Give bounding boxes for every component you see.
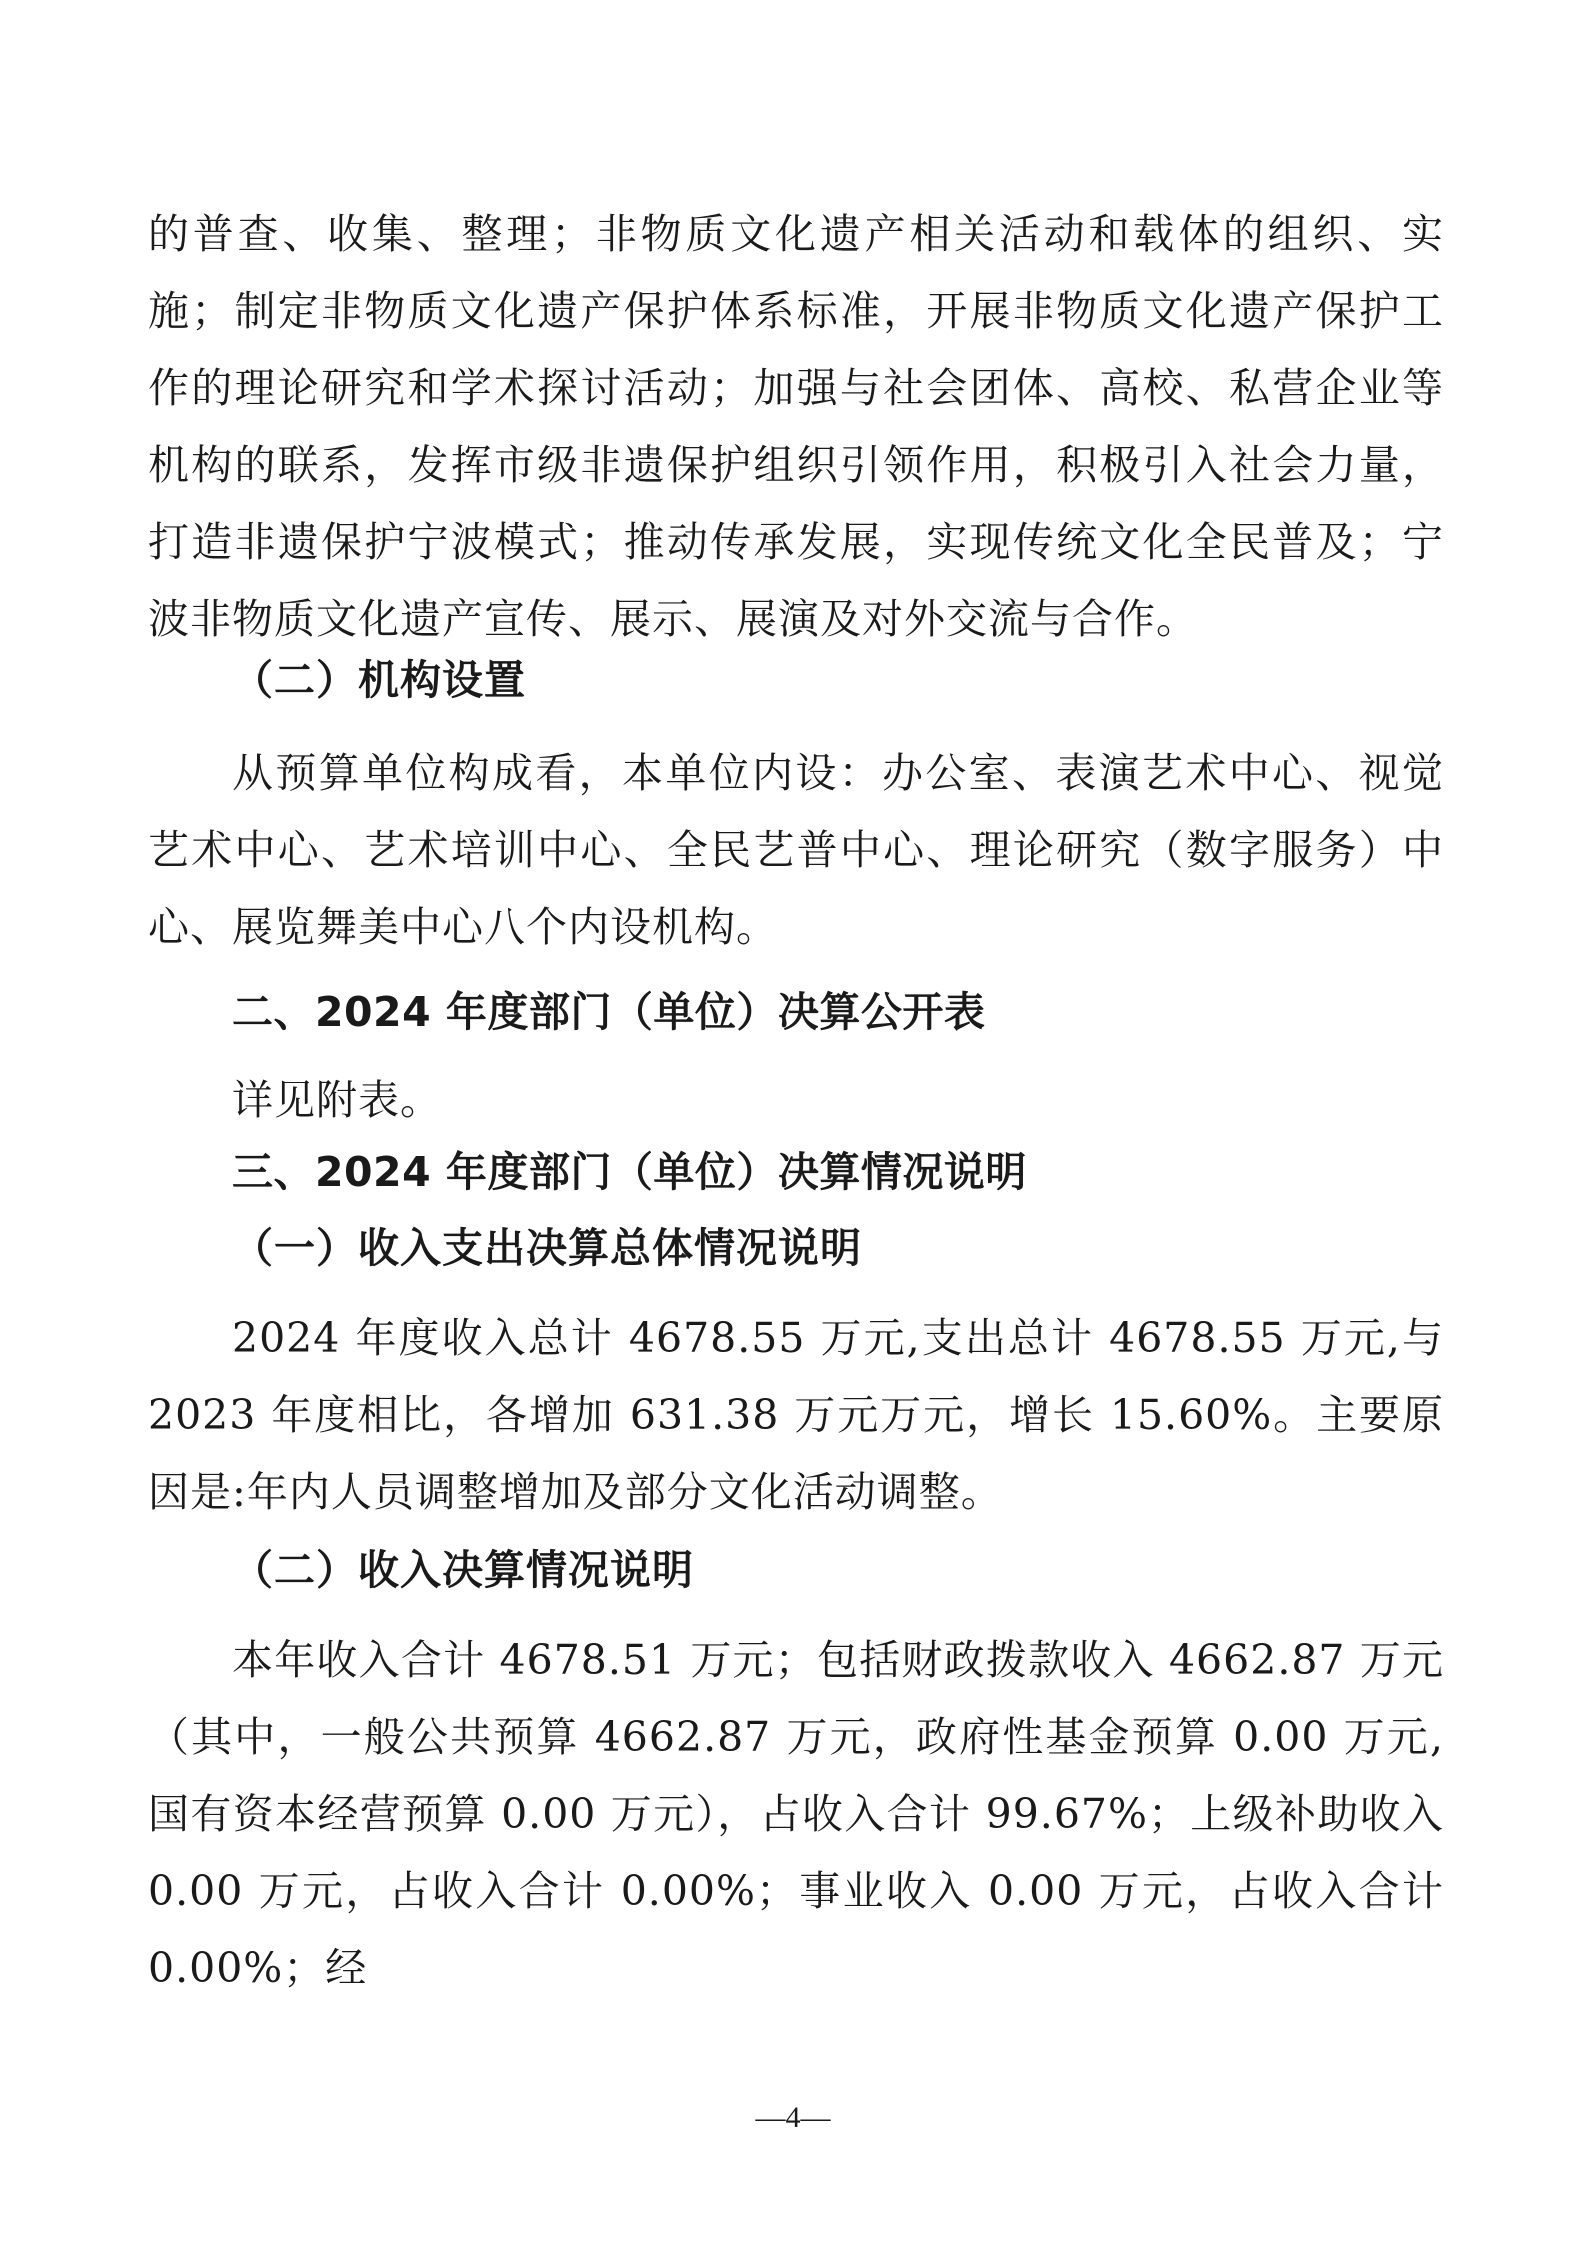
- section-two-heading: 二、2024 年度部门（单位）决算公开表: [232, 988, 986, 1036]
- page-number: —4—: [755, 2101, 831, 2134]
- section-two-paragraph: 详见附表。: [232, 1076, 442, 1124]
- org-structure-paragraph: 从预算单位构成看，本单位内设：办公室、表演艺术中心、视觉艺术中心、艺术培训中心、全民艺普中心、理论研究（数字服务）中心、展览舞美中心八个内设机构。: [148, 749, 1444, 951]
- income-expense-overview-paragraph: 2024 年度收入总计 4678.55 万元,支出总计 4678.55 万元,与 2023 年度相比，各增加 631.38 万元万元，增长 15.60%。主要原因是:年内人员调整增加及部分文化活动调整。: [148, 1314, 1444, 1516]
- income-detail-paragraph: 本年收入合计 4678.51 万元；包括财政拨款收入 4662.87 万元（其中，一般公共预算 4662.87 万元，政府性基金预算 0.00 万元,国有资本经营预算 0.00 万元），占收入合计 99.67%；上级补助收入 0.00 万元，占收入合计 0.00%；事业收入 0.00 万元，占收入合计 0.00%；经: [148, 1636, 1444, 1992]
- org-structure-heading: （二）机构设置: [232, 656, 526, 704]
- intro-paragraph: 的普查、收集、整理；非物质文化遗产相关活动和载体的组织、实施；制定非物质文化遗产保护体系标准，开展非物质文化遗产保护工作的理论研究和学术探讨活动；加强与社会团体、高校、私营企业等机构的联系，发挥市级非遗保护组织引领作用，积极引入社会力量，打造非遗保护宁波模式；推动传承发展，实现传统文化全民普及；宁波非物质文化遗产宣传、展示、展演及对外交流与合作。: [148, 210, 1444, 643]
- section-three-heading: 三、2024 年度部门（单位）决算情况说明: [232, 1148, 1027, 1196]
- income-detail-heading: （二）收入决算情况说明: [232, 1546, 694, 1594]
- income-expense-overview-heading: （一）收入支出决算总体情况说明: [232, 1224, 862, 1272]
